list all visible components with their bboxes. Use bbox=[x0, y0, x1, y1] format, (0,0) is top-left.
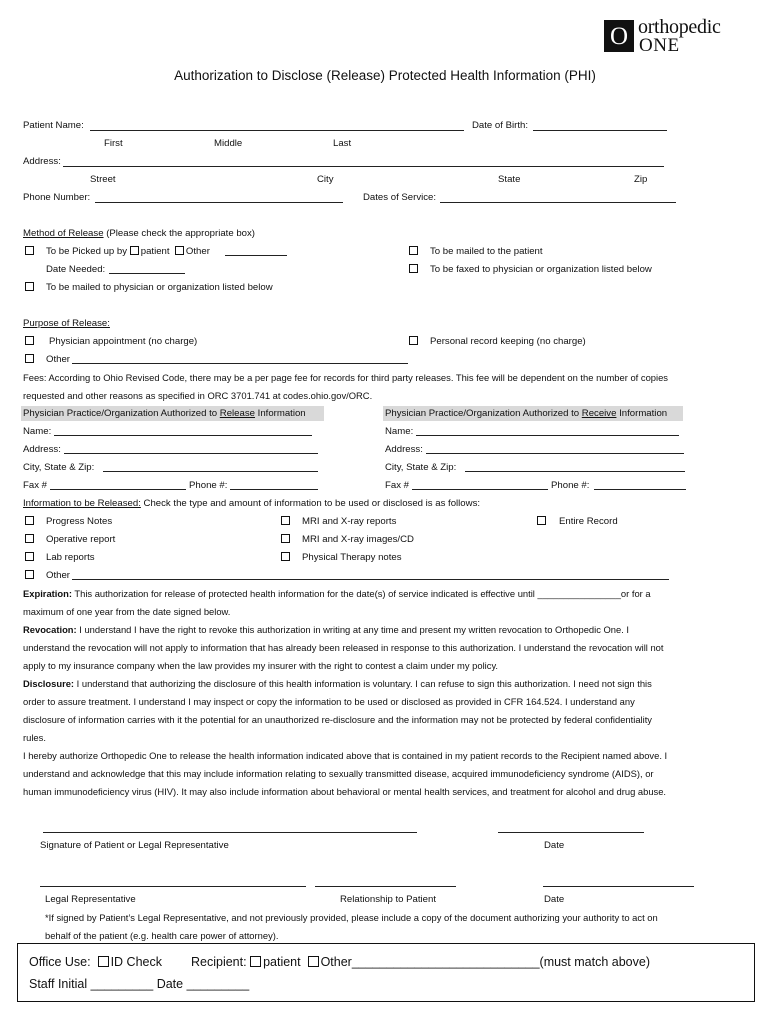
patient-signature-caption: Signature of Patient or Legal Representative bbox=[40, 840, 229, 851]
release-address-field[interactable] bbox=[64, 453, 318, 454]
legal-rep-caption: Legal Representative bbox=[45, 894, 136, 905]
purpose-other-label: Other bbox=[46, 354, 70, 365]
method-heading-text: Method of Release bbox=[23, 228, 104, 239]
dates-of-service-label: Dates of Service: bbox=[363, 192, 437, 203]
phone-label: Phone Number: bbox=[23, 192, 91, 203]
purpose-heading: Purpose of Release: bbox=[23, 318, 110, 329]
release-fax-label: Fax # bbox=[23, 480, 47, 491]
info-heading-text: Information to be Released: bbox=[23, 498, 141, 509]
lab-reports-checkbox[interactable] bbox=[25, 552, 34, 561]
authorize-line1: I hereby authorize Orthopedic One to release the health information indicated above that is contained in my patient records to the Recipient named above. I bbox=[23, 750, 668, 761]
recipient-patient-checkbox[interactable] bbox=[250, 956, 261, 967]
office-date-field[interactable]: _________ bbox=[186, 977, 250, 991]
receive-phone-label: Phone #: bbox=[551, 480, 590, 491]
signature-date-caption: Date bbox=[544, 840, 565, 851]
entire-record-label: Entire Record bbox=[559, 516, 618, 527]
operative-report-label: Operative report bbox=[46, 534, 116, 545]
revocation-label: Revocation: bbox=[23, 624, 77, 635]
method-heading-note: (Please check the appropriate box) bbox=[103, 228, 255, 239]
receive-heading-pre: Physician Practice/Organization Authorized to bbox=[385, 408, 582, 419]
release-phone-label: Phone #: bbox=[189, 480, 228, 491]
pt-notes-label: Physical Therapy notes bbox=[302, 552, 402, 563]
personal-label: Personal record keeping (no charge) bbox=[430, 336, 586, 347]
entire-record-checkbox[interactable] bbox=[537, 516, 546, 525]
relationship-field[interactable] bbox=[315, 886, 456, 887]
disclosure-label: Disclosure: bbox=[23, 678, 75, 689]
appointment-label: Physician appointment (no charge) bbox=[49, 336, 198, 347]
picked-up-other-label: Other bbox=[185, 246, 210, 257]
expiration-label: Expiration: bbox=[23, 588, 72, 599]
city-caption: City bbox=[317, 174, 334, 185]
receive-name-label: Name: bbox=[385, 426, 414, 437]
staff-initial-label: Staff Initial bbox=[29, 977, 88, 991]
revocation-line3: apply to my insurance company when the law provides my insurer with the right to contest a claim under my policy. bbox=[23, 660, 499, 671]
faxed-label: To be faxed to physician or organization listed below bbox=[430, 264, 652, 275]
receive-heading-post: Information bbox=[616, 408, 668, 419]
receive-csz-label: City, State & Zip: bbox=[385, 462, 457, 473]
release-heading-key: Release bbox=[219, 408, 255, 419]
receive-fax-label: Fax # bbox=[385, 480, 409, 491]
pt-notes-checkbox[interactable] bbox=[281, 552, 290, 561]
mri-images-checkbox[interactable] bbox=[281, 534, 290, 543]
release-heading-pre: Physician Practice/Organization Authorized to bbox=[23, 408, 220, 419]
office-use-box bbox=[17, 943, 755, 1002]
release-address-label: Address: bbox=[23, 444, 61, 455]
state-caption: State bbox=[498, 174, 521, 185]
revocation-line2: understand the revocation will not apply to information that has already been released in response to this authorization. I understand the revocation will not bbox=[23, 642, 664, 653]
receive-address-field[interactable] bbox=[426, 453, 684, 454]
release-heading bbox=[23, 408, 306, 419]
dates-of-service-field[interactable] bbox=[440, 202, 676, 203]
receive-csz-field[interactable] bbox=[465, 471, 685, 472]
release-heading-post: Information bbox=[254, 408, 306, 419]
release-phone-field[interactable] bbox=[230, 489, 318, 490]
appointment-checkbox[interactable] bbox=[25, 336, 34, 345]
release-fax-field[interactable] bbox=[50, 489, 186, 490]
fees-line2: requested and other reasons as specified in ORC 3701.741 at codes.ohio.gov/ORC. bbox=[23, 390, 373, 401]
authorize-line3: human immunodeficiency virus (HIV). It may also include information about behavioral or mental health services, and treatment for alcohol and drug abuse. bbox=[23, 786, 667, 797]
info-other-label: Other bbox=[46, 570, 70, 581]
recipient-other-checkbox[interactable] bbox=[308, 956, 319, 967]
last-caption: Last bbox=[333, 138, 352, 149]
progress-notes-label: Progress Notes bbox=[46, 516, 113, 527]
faxed-checkbox[interactable] bbox=[409, 264, 418, 273]
method-heading bbox=[23, 228, 255, 239]
id-check-label: ID Check bbox=[110, 955, 162, 969]
legal-rep-note-line1: *If signed by Patient’s Legal Representative, and not previously provided, please include a copy of the document authorizing your authority to act on bbox=[45, 912, 658, 923]
recipient-patient-label: patient bbox=[263, 955, 301, 969]
disclosure-line3: disclosure of information carries with it the potential for an unauthorized re-disclosure and the information may not be protected by federal confidentiality bbox=[23, 714, 652, 725]
receive-heading-key: Receive bbox=[581, 408, 617, 419]
logo-line2: ONE bbox=[639, 35, 680, 56]
release-name-field[interactable] bbox=[54, 435, 312, 436]
mailed-patient-checkbox[interactable] bbox=[409, 246, 418, 255]
logo-mark: O bbox=[604, 20, 634, 52]
disclosure-line1 bbox=[23, 678, 652, 689]
office-use-row bbox=[29, 955, 162, 969]
progress-notes-checkbox[interactable] bbox=[25, 516, 34, 525]
expiration-text: This authorization for release of protected health information for the date(s) of service indicated is effective until ________________or for a bbox=[71, 588, 651, 599]
picked-up-row bbox=[46, 246, 210, 257]
picked-up-checkbox[interactable] bbox=[25, 246, 34, 255]
receive-phone-field[interactable] bbox=[594, 489, 686, 490]
date-needed-label: Date Needed: bbox=[46, 264, 106, 275]
address-field[interactable] bbox=[63, 166, 664, 167]
recipient-other-field[interactable]: ___________________________ bbox=[351, 955, 540, 969]
mri-reports-label: MRI and X-ray reports bbox=[302, 516, 397, 527]
mailed-org-checkbox[interactable] bbox=[25, 282, 34, 291]
disclosure-line2: order to assure treatment. I understand I may inspect or copy the information to be used or disclosed as provided in CFR 164.524. I understand any bbox=[23, 696, 635, 707]
mailed-org-label: To be mailed to physician or organization listed below bbox=[46, 282, 273, 293]
expiration-line2: maximum of one year from the date signed below. bbox=[23, 606, 231, 617]
date-needed-field[interactable] bbox=[109, 273, 185, 274]
revocation-line1 bbox=[23, 624, 629, 635]
picked-up-other-checkbox[interactable] bbox=[175, 246, 184, 255]
receive-heading bbox=[385, 408, 667, 419]
receive-address-label: Address: bbox=[385, 444, 423, 455]
address-label: Address: bbox=[23, 156, 61, 167]
expiration-line1 bbox=[23, 588, 651, 599]
office-date-label: Date bbox=[156, 977, 184, 991]
disclosure-text: I understand that authorizing the disclosure of this health information is voluntary. I can refuse to sign this authorization. I need not sign this bbox=[74, 678, 652, 689]
info-other-checkbox[interactable] bbox=[25, 570, 34, 579]
logo-line1: orthopedic bbox=[638, 16, 721, 38]
dob-field[interactable] bbox=[533, 130, 667, 131]
mri-reports-checkbox[interactable] bbox=[281, 516, 290, 525]
legal-rep-date-caption: Date bbox=[544, 894, 565, 905]
phone-field[interactable] bbox=[95, 202, 343, 203]
mri-images-label: MRI and X-ray images/CD bbox=[302, 534, 414, 545]
recipient-other-label: Other bbox=[320, 955, 352, 969]
legal-rep-field[interactable] bbox=[40, 886, 306, 887]
disclosure-line4: rules. bbox=[23, 732, 46, 743]
picked-up-patient-label: patient bbox=[140, 246, 170, 257]
revocation-text: I understand I have the right to revoke this authorization in writing at any time and present my written revocation to Orthopedic One. I bbox=[76, 624, 630, 635]
office-use-label: Office Use: bbox=[29, 955, 91, 969]
staff-row bbox=[29, 977, 249, 991]
lab-reports-label: Lab reports bbox=[46, 552, 95, 563]
zip-caption: Zip bbox=[634, 174, 648, 185]
info-heading-note: Check the type and amount of information to be used or disclosed is as follows: bbox=[140, 498, 481, 509]
purpose-other-field[interactable] bbox=[72, 363, 408, 364]
purpose-other-checkbox[interactable] bbox=[25, 354, 34, 363]
first-caption: First bbox=[104, 138, 123, 149]
signature-date-field[interactable] bbox=[498, 832, 644, 833]
authorize-line2: understand and acknowledge that this may include information relating to sexually transmitted disease, acquired immunodeficiency syndrome (AIDS), or bbox=[23, 768, 654, 779]
recipient-label: Recipient: bbox=[191, 955, 247, 969]
id-check-checkbox[interactable] bbox=[98, 956, 109, 967]
patient-signature-field[interactable] bbox=[43, 832, 417, 833]
relationship-caption: Relationship to Patient bbox=[340, 894, 436, 905]
release-name-label: Name: bbox=[23, 426, 52, 437]
patient-name-label: Patient Name: bbox=[23, 120, 84, 131]
mailed-patient-label: To be mailed to the patient bbox=[430, 246, 543, 257]
receive-name-field[interactable] bbox=[416, 435, 679, 436]
page-title: Authorization to Disclose (Release) Protected Health Information (PHI) bbox=[174, 68, 596, 83]
release-csz-field[interactable] bbox=[103, 471, 318, 472]
info-heading bbox=[23, 498, 480, 509]
legal-rep-note-line2: behalf of the patient (e.g. health care power of attorney). bbox=[45, 930, 279, 941]
operative-report-checkbox[interactable] bbox=[25, 534, 34, 543]
street-caption: Street bbox=[90, 174, 116, 185]
info-other-field[interactable] bbox=[72, 579, 669, 580]
dob-label: Date of Birth: bbox=[472, 120, 528, 131]
must-match-note: (must match above) bbox=[539, 955, 650, 969]
legal-rep-date-field[interactable] bbox=[543, 886, 694, 887]
recipient-row bbox=[191, 955, 650, 969]
release-csz-label: City, State & Zip: bbox=[23, 462, 95, 473]
receive-fax-field[interactable] bbox=[412, 489, 548, 490]
fees-line1: Fees: According to Ohio Revised Code, there may be a per page fee for records for third party releases. This fee will be dependent on the number of copies bbox=[23, 372, 668, 383]
staff-initial-field[interactable]: _________ bbox=[90, 977, 154, 991]
middle-caption: Middle bbox=[214, 138, 243, 149]
patient-name-field[interactable] bbox=[90, 130, 464, 131]
picked-up-label: To be Picked up by bbox=[46, 246, 128, 257]
picked-up-other-field[interactable] bbox=[225, 255, 287, 256]
personal-checkbox[interactable] bbox=[409, 336, 418, 345]
picked-up-patient-checkbox[interactable] bbox=[130, 246, 139, 255]
